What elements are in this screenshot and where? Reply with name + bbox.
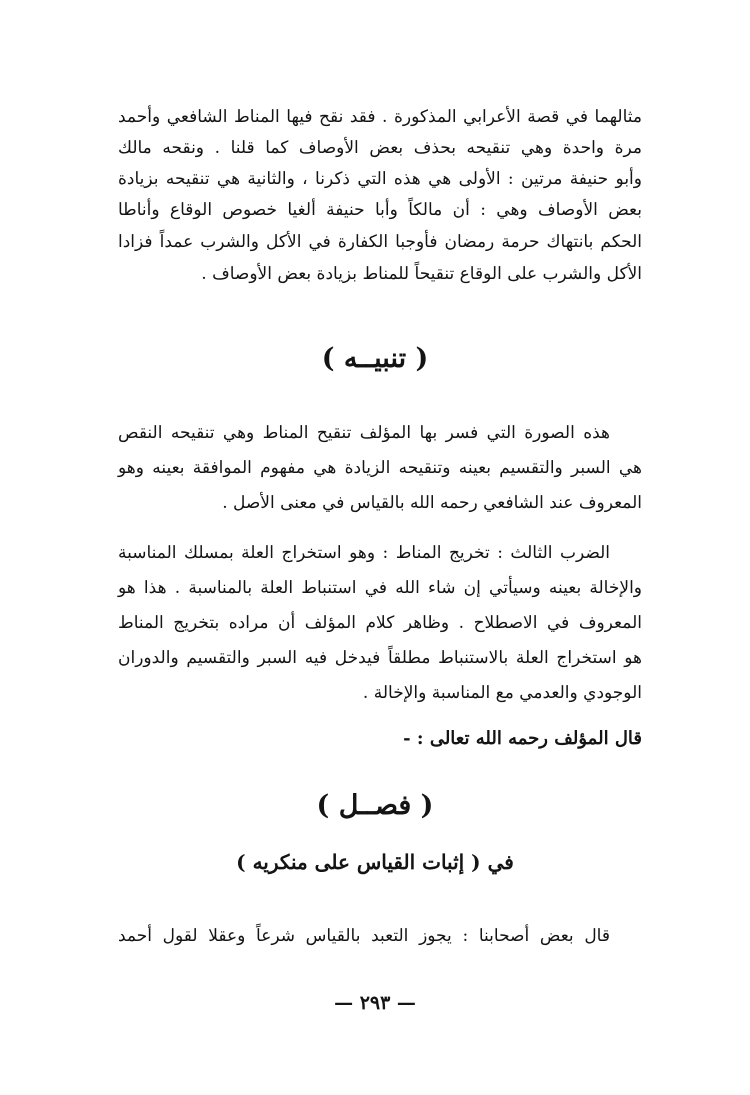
text-line: الأكل والشرب على الوقاع تنقيحاً للمناط بزيادة بعض الأوصاف . (201, 264, 642, 284)
text-line: المعروف عند الشافعي رحمه الله بالقياس في معنى الأصل . (222, 493, 642, 513)
text-line: الوجودي والعدمي مع المناسبة والإخالة . (362, 683, 642, 703)
text-line: مثالهما في قصة الأعرابي المذكورة . فقد نقح فيها المناط الشافعي وأحمد (118, 107, 642, 127)
text-line: وأبو حنيفة مرتين : الأولى هي هذه التي ذكرنا ، والثانية هي تنقيحه بزيادة (118, 169, 642, 189)
text-line: قال بعض أصحابنا : يجوز التعبد بالقياس شرعاً وعقلا لقول أحمد (118, 926, 610, 946)
section-heading-fasl: ( فصــل ) (316, 790, 434, 821)
author-says-line: قال المؤلف رحمه الله تعالى : - (403, 728, 642, 749)
page-number: — ٢٩٣ — (334, 992, 416, 1014)
text-line: المعروف في الاصطلاح . وظاهر كلام المؤلف أن مراده بتخريج المناط (118, 613, 642, 633)
text-line: الحكم بانتهاك حرمة رمضان فأوجبا الكفارة في الأكل والشرب عمداً فزادا (118, 232, 642, 252)
text-line: بعض الأوصاف وهي : أن مالكاً وأبا حنيفة ألغيا خصوص الوقاع وأناطا (118, 200, 642, 220)
text-line: هذه الصورة التي فسر بها المؤلف تنقيح المناط وهي تنقيحه النقص (118, 423, 610, 443)
text-line: الضرب الثالث : تخريج المناط : وهو استخراج العلة بمسلك المناسبة (118, 543, 610, 563)
text-line: هو استخراج العلة بالاستنباط مطلقاً فيدخل فيه السبر والتقسيم والدوران (118, 648, 642, 668)
text-line: مرة واحدة وهي تنقيحه بحذف بعض الأوصاف كما قلنا . ونقحه مالك (118, 138, 642, 158)
text-line: هي السبر والتقسيم بعينه وتنقيحه الزيادة هي مفهوم الموافقة بعينه وهو (118, 458, 642, 478)
text-line: والإخالة بعينه وسيأتي إن شاء الله في استنباط العلة بالمناسبة . هذا هو (118, 578, 642, 598)
section-heading-tanbih: ( تنبيــه ) (321, 343, 429, 374)
section-subheading: في ( إثبات القياس على منكريه ) (236, 850, 514, 874)
